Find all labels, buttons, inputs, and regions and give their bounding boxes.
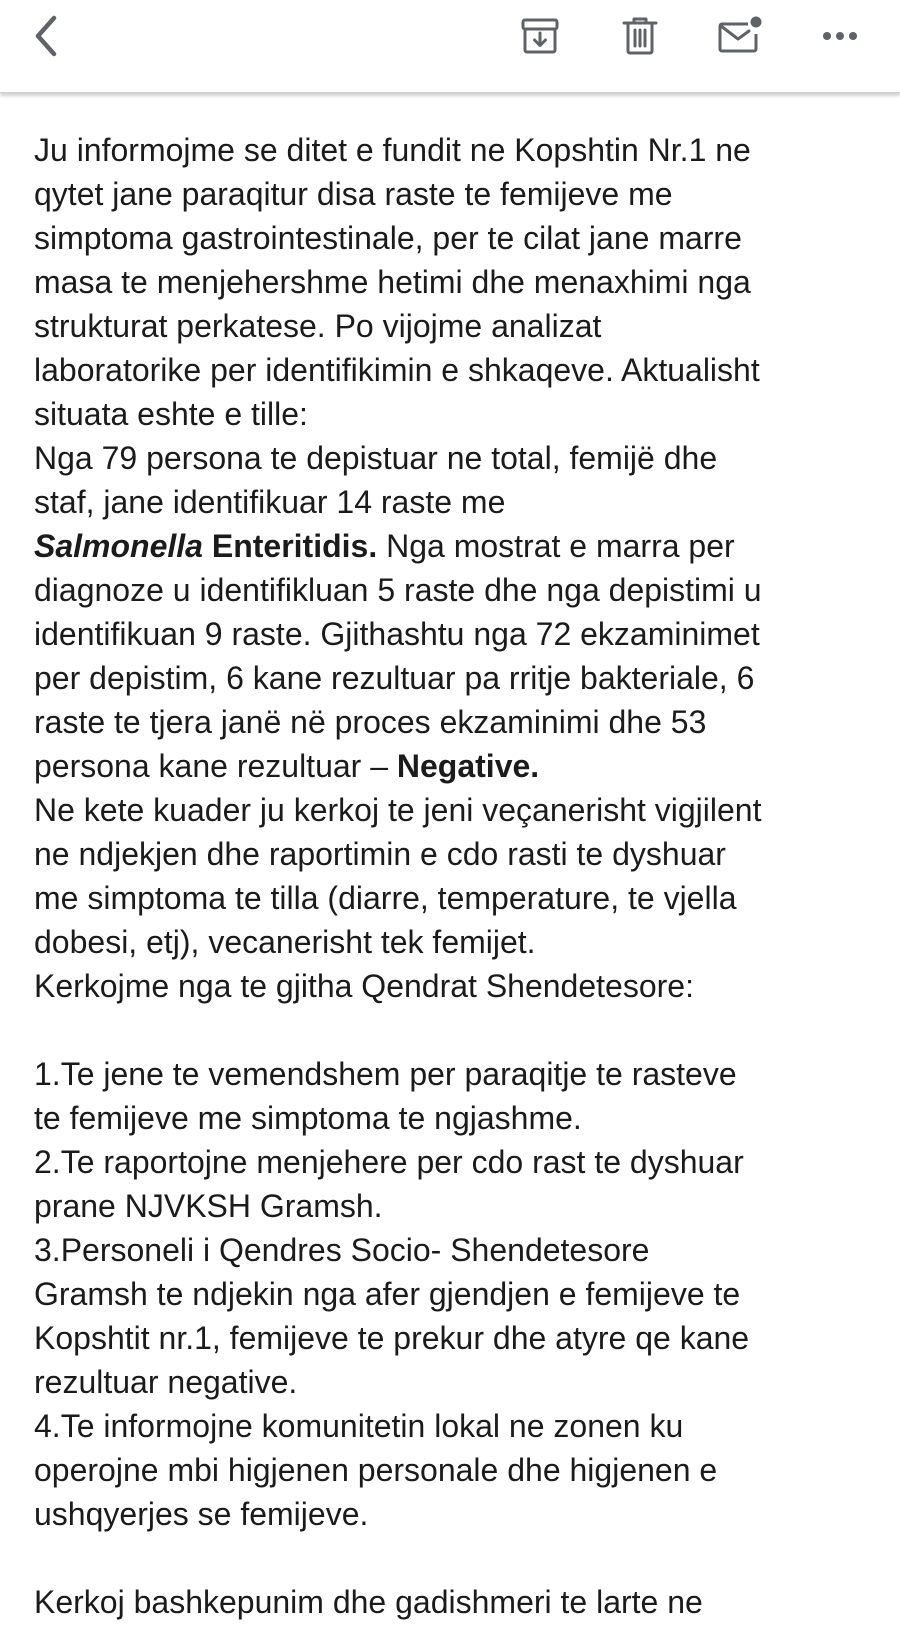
back-button[interactable]: [18, 8, 74, 64]
list-line: 3.Personeli i Qendres Socio- Shendetesore: [34, 1232, 650, 1268]
more-icon: [820, 30, 860, 42]
body-line-tail: Nga mostrat e marra per: [377, 528, 735, 564]
list-line: te femijeve me simptoma te ngjashme.: [34, 1100, 582, 1136]
paragraph-gap: [34, 1008, 884, 1052]
body-line: Ne kete kuader ju kerkoj te jeni veçanerisht vigjilent: [34, 792, 762, 828]
archive-icon: [520, 16, 560, 56]
negative-prefix: persona kane rezultuar –: [34, 748, 397, 784]
list-line: Gramsh te ndjekin nga afer gjendjen e femijeve te: [34, 1276, 741, 1312]
body-line: diagnoze u identifikluan 5 raste dhe nga depistimi u: [34, 572, 762, 608]
body-line: me simptoma te tilla (diarre, temperature, te vjella: [34, 880, 737, 916]
list-line: rezultuar negative.: [34, 1364, 298, 1400]
body-line-salmonella: [34, 524, 884, 568]
body-line: Nga 79 persona te depistuar ne total, femijë dhe: [34, 440, 718, 476]
mail-unread-icon: [716, 15, 764, 57]
body-line: staf, jane identifikuar 14 raste me: [34, 484, 506, 520]
more-button[interactable]: [812, 8, 868, 64]
email-body: [34, 128, 884, 1624]
list-line: operojne mbi higjenen personale dhe higjenen e: [34, 1452, 718, 1488]
list-line: 1.Te jene te vemendshem per paraqitje te rasteve: [34, 1056, 737, 1092]
body-line: laboratorike per identifikimin e shkaqeve. Aktualisht: [34, 352, 760, 388]
paragraph-gap: [34, 1536, 884, 1580]
body-line: ne ndjekjen dhe raportimin e cdo rasti te dyshuar: [34, 836, 726, 872]
body-line-negative: [34, 744, 884, 788]
body-line: strukturat perkatese. Po vijojme analizat: [34, 308, 602, 344]
body-line: Kerkoj bashkepunim dhe gadishmeri te larte ne: [34, 1584, 703, 1620]
list-line: 2.Te raportojne menjehere per cdo rast te dyshuar: [34, 1144, 744, 1180]
chevron-left-icon: [28, 12, 64, 60]
mark-unread-button[interactable]: [712, 8, 768, 64]
body-line: per depistim, 6 kane rezultuar pa rritje bakteriale, 6: [34, 660, 755, 696]
body-line: raste te tjera janë në proces ekzaminimi dhe 53: [34, 704, 707, 740]
archive-button[interactable]: [512, 8, 568, 64]
trash-icon: [620, 15, 660, 57]
negative-text: Negative.: [396, 748, 540, 784]
list-line: ushqyerjes se femijeve.: [34, 1496, 369, 1532]
body-line: situata eshte e tille:: [34, 396, 308, 432]
body-line: Ju informojme se ditet e fundit ne Kopshtin Nr.1 ne: [34, 132, 751, 168]
enteritidis-text: Enteritidis.: [202, 528, 378, 564]
body-line: masa te menjehershme hetimi dhe menaxhimi nga: [34, 264, 751, 300]
body-line: simptoma gastrointestinale, per te cilat jane marre: [34, 220, 742, 256]
salmonella-text: Salmonella: [34, 528, 203, 564]
body-line: Kerkojme nga te gjitha Qendrat Shendetesore:: [34, 968, 694, 1004]
body-line: dobesi, etj), vecanerisht tek femijet.: [34, 924, 536, 960]
delete-button[interactable]: [612, 8, 668, 64]
body-line: qytet jane paraqitur disa raste te femijeve me: [34, 176, 673, 212]
list-line: prane NJVKSH Gramsh.: [34, 1188, 383, 1224]
body-line: identifikuan 9 raste. Gjithashtu nga 72 ekzaminimet: [34, 616, 760, 652]
list-line: Kopshtit nr.1, femijeve te prekur dhe atyre qe kane: [34, 1320, 750, 1356]
list-line: 4.Te informojne komunitetin lokal ne zonen ku: [34, 1408, 684, 1444]
email-toolbar: [0, 0, 900, 93]
